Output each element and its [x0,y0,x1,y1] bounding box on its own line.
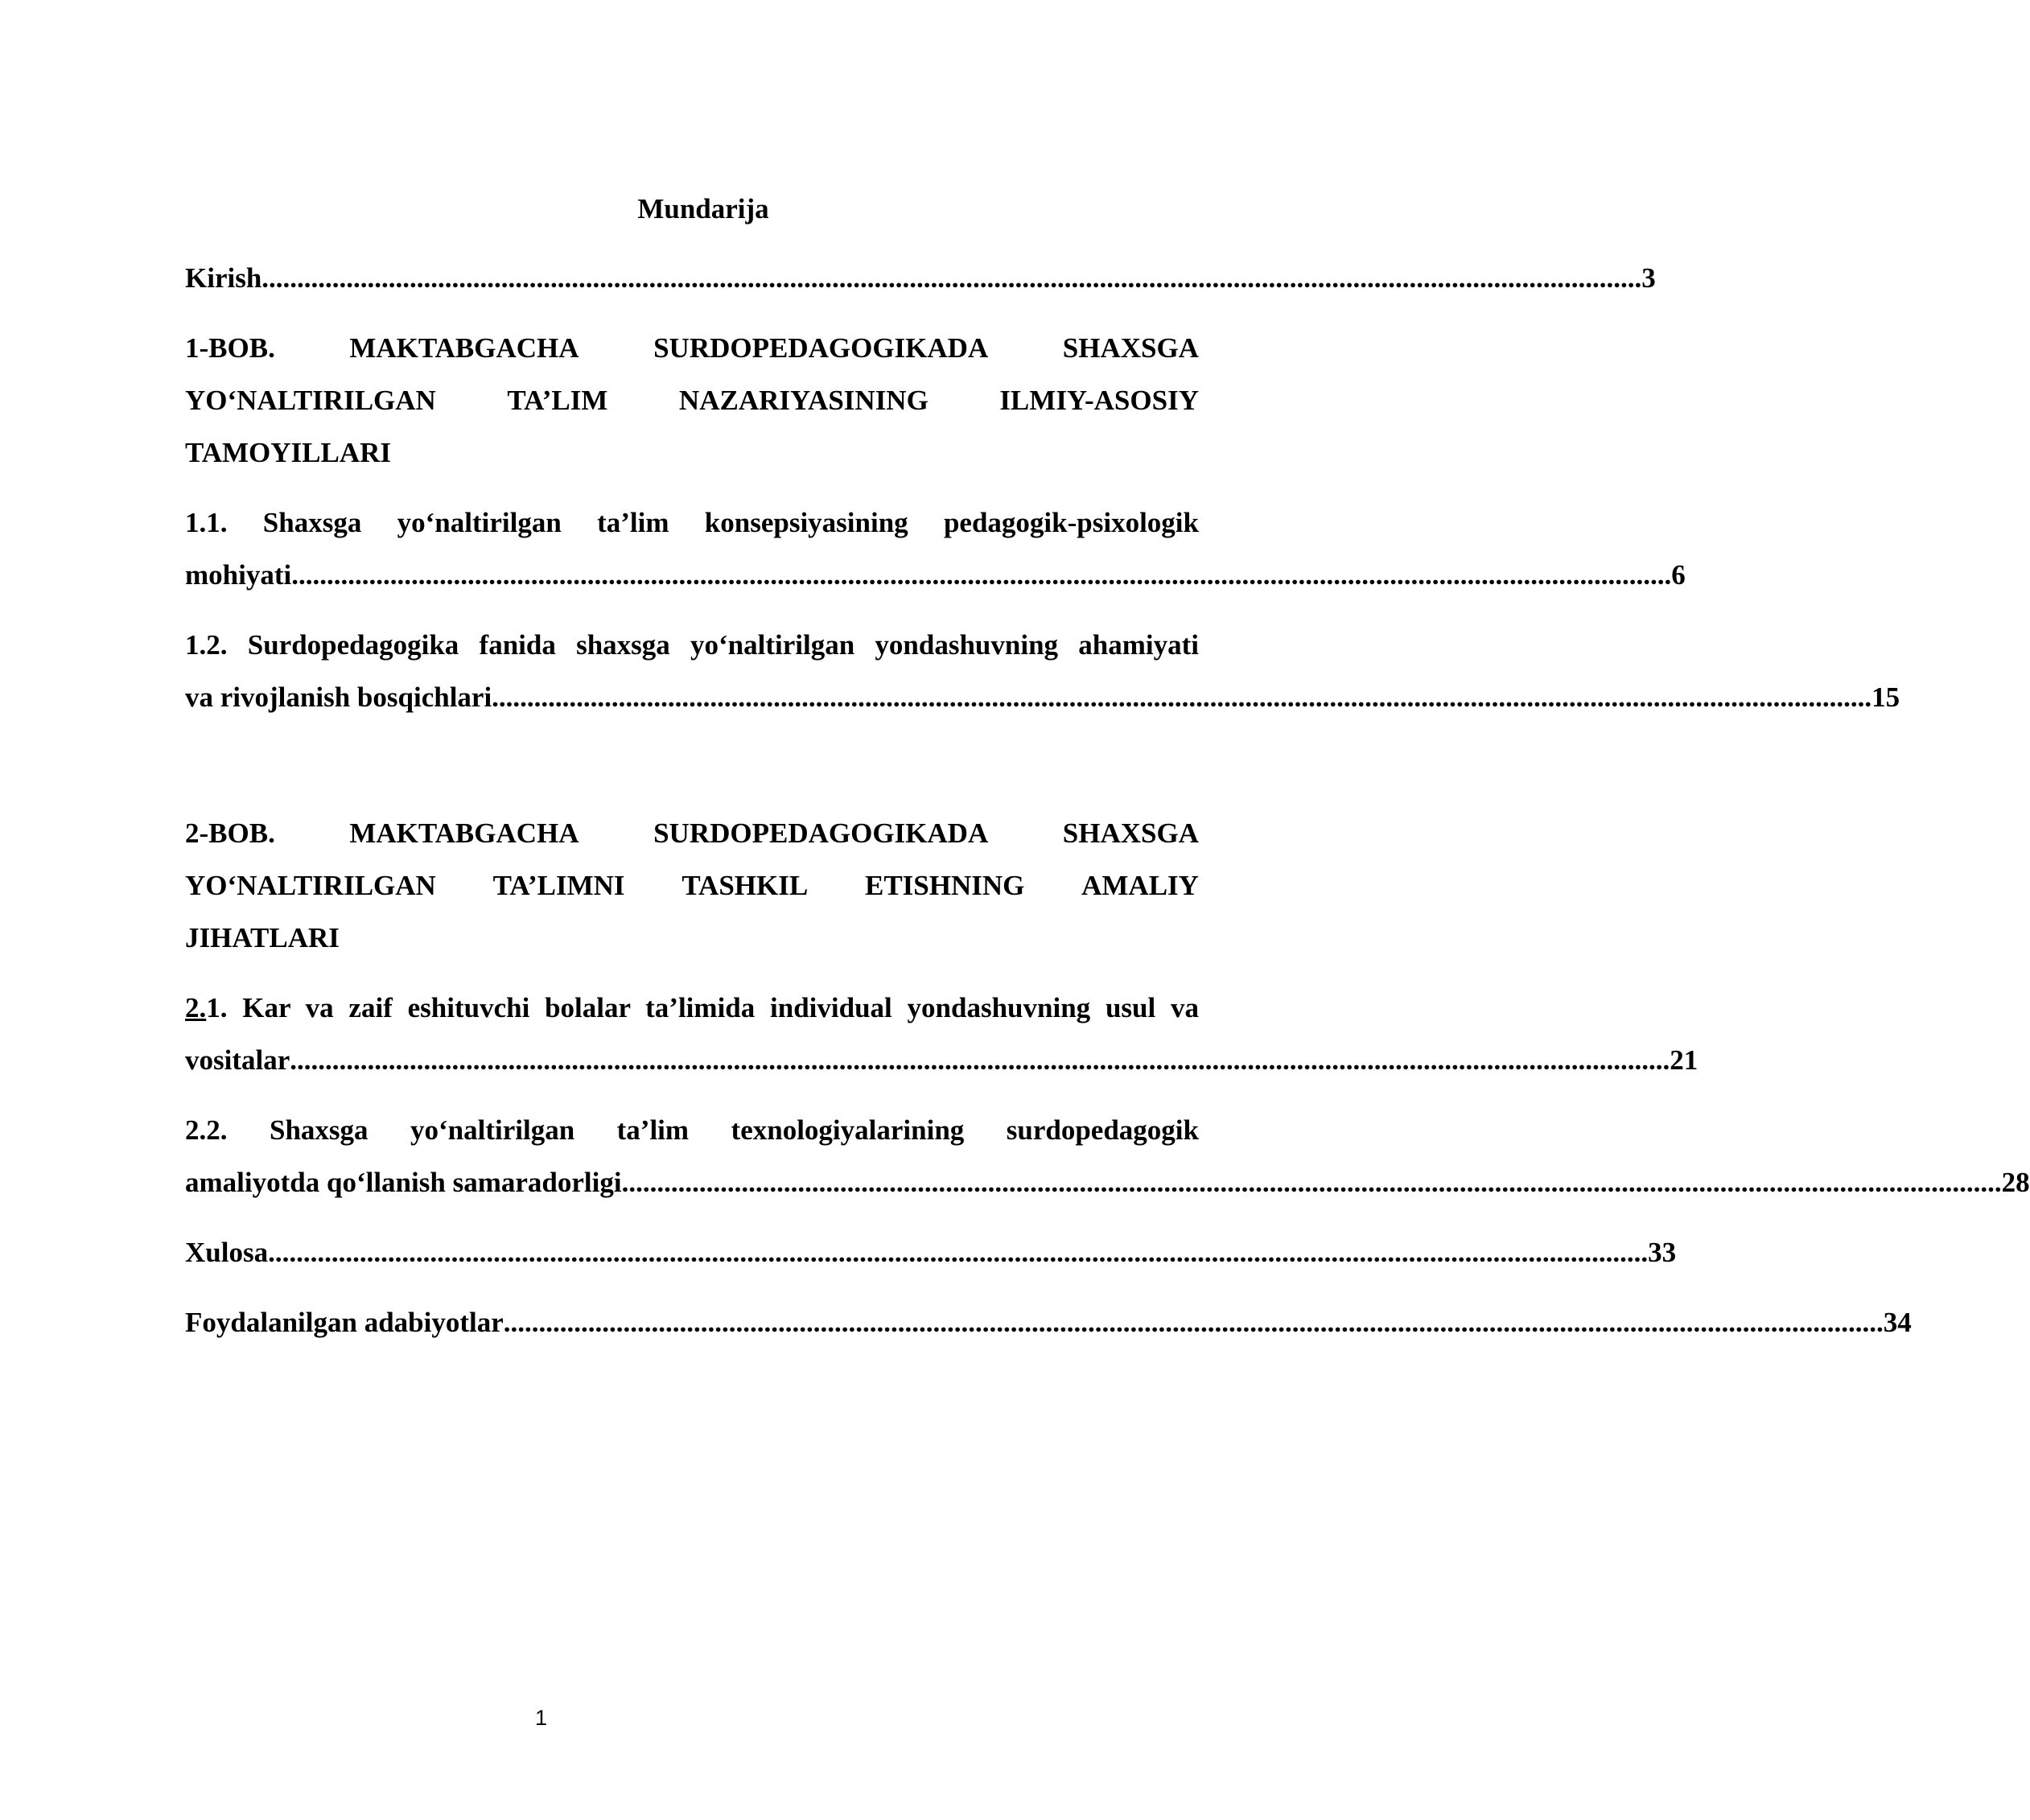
toc-leader: .................................................................................................................................................................................................... [290,1044,1670,1076]
chapter-heading-line: TAMOYILLARI [185,437,392,468]
toc-entry-text: 2.2. Shaxsga yo‘naltirilgan ta’lim texnologiyalarining surdopedagogik [185,1114,1199,1146]
toc-entry-xulosa [185,1226,1677,1279]
chapter-word: ETISHNING [864,870,1025,901]
toc-entry-1-2 [185,619,1900,723]
chapter-heading-line [185,807,1199,859]
chapter-word: TASHKIL [681,870,809,901]
chapter-word: YO‘NALTIRILGAN [185,870,436,901]
chapter-word: NAZARIYASINING [678,385,929,416]
table-of-contents [185,193,2030,1366]
chapter-word: MAKTABGACHA [349,817,579,849]
chapter-word: SHAXSGA [1062,332,1199,364]
toc-entry-adabiyotlar [185,1296,1912,1349]
chapter-word: SURDOPEDAGOGIKADA [653,332,989,364]
toc-page-number: 28 [2001,1167,2030,1198]
toc-leader: .................................................................................................................................................................................................... [492,681,1872,713]
toc-page-number: 3 [1641,262,1656,294]
toc-entry-text-rest: 1. Kar va zaif eshituvchi bolalar ta’limida individual yondashuvning usul va [206,992,1199,1023]
toc-entry-label: Foydalanilgan adabiyotlar [185,1307,504,1338]
chapter-word: ILMIY-ASOSIY [999,385,1199,416]
chapter-word: SURDOPEDAGOGIKADA [653,817,989,849]
chapter-heading-line [185,859,1199,912]
chapter-heading-line [185,374,1199,426]
toc-entry-2-1 [185,982,1699,1086]
toc-page-number: 21 [1670,1044,1699,1076]
toc-title: Mundarija [637,193,769,224]
toc-entry-label: Kirish [185,262,262,294]
chapter-word: 1-BOB. [185,332,275,364]
chapter-word: TA’LIMNI [492,870,625,901]
toc-leader: .................................................................................................................................................................................................... [291,559,1672,591]
toc-leader: .................................................................................................................................................................................................... [621,1167,2002,1198]
section-number: 2. [185,992,207,1023]
toc-page-number: 34 [1883,1307,1912,1338]
toc-entry-lastline [185,549,1686,601]
toc-leader: .................................................................................................................................................................................................... [261,262,1642,294]
toc-page-number: 33 [1648,1237,1677,1268]
toc-entry-lastline [185,671,1900,723]
toc-entry-lastline [185,1034,1699,1086]
chapter-heading-line [185,322,1199,374]
toc-entry-label: vositalar [185,1044,290,1076]
chapter-word: 2-BOB. [185,817,275,849]
toc-entry-text [185,982,1199,1034]
toc-leader: .................................................................................................................................................................................................... [268,1237,1649,1268]
spacer [185,741,1199,807]
toc-chapter-1 [185,322,1199,479]
chapter-word: SHAXSGA [1062,817,1199,849]
toc-entry-text: 1.2. Surdopedagogika fanida shaxsga yo‘naltirilgan yondashuvning ahamiyati [185,629,1199,661]
toc-entry-lastline [185,1156,2030,1209]
toc-entry-1-1 [185,496,1686,601]
chapter-word: AMALIY [1081,870,1199,901]
chapter-heading-line: JIHATLARI [185,922,340,953]
chapter-word: MAKTABGACHA [349,332,579,364]
toc-entry-kirish [185,252,1656,304]
toc-page-number: 15 [1871,681,1900,713]
toc-entry-2-2 [185,1104,2030,1209]
toc-entry-label: va rivojlanish bosqichlari [185,681,492,713]
toc-page-number: 6 [1671,559,1686,591]
toc-leader: .................................................................................................................................................................................................... [503,1307,1884,1338]
toc-entry-label: amaliyotda qo‘llanish samaradorligi [185,1167,622,1198]
chapter-word: TA’LIM [507,385,608,416]
toc-entry-label: mohiyati [185,559,292,591]
toc-chapter-2 [185,807,1199,964]
toc-entry-label: Xulosa [185,1237,269,1268]
chapter-word: YO‘NALTIRILGAN [185,385,436,416]
toc-entry-text: 1.1. Shaxsga yo‘naltirilgan ta’lim konsepsiyasining pedagogik-psixologik [185,507,1199,538]
page-number: 1 [534,1706,548,1730]
